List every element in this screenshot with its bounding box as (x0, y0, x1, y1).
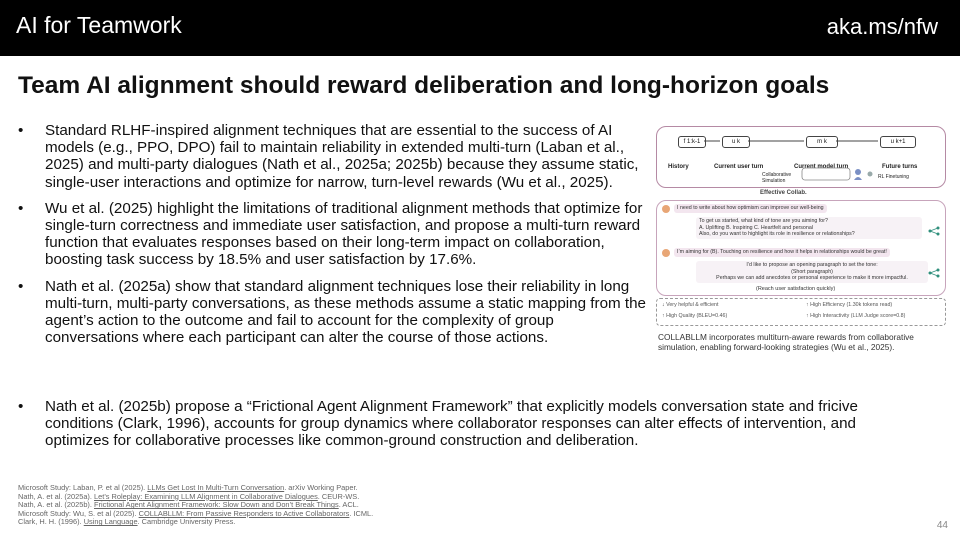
history-label: History (668, 164, 689, 170)
user-turn-box: u k (722, 136, 750, 148)
network-icon (928, 268, 940, 278)
user-message: I’m aiming for (B). Touching on resilience and how it helps in relationships would be great! (674, 248, 890, 257)
future-label: Future turns (882, 164, 918, 170)
model-turn-box: m k (806, 136, 838, 148)
ai-message-line: I’d like to propose an opening paragraph to set the tone: (746, 262, 878, 268)
ai-message (696, 217, 922, 239)
reference-text: Microsoft Study: Wu, S. et al (2025). (18, 508, 139, 518)
ai-message-line: (Short paragraph) (791, 268, 833, 275)
collabllm-figure (656, 126, 948, 326)
bullet-item: • Wu et al. (2025) highlight the limitations of traditional alignment methods that optimize for single-turn correctness and immediate user satisfaction, and propose a multi-turn reward function that evaluates responses based on their long-term impact on collaboration, boosting task success by 18.5% and user satisfaction by 17.6%. (18, 200, 648, 269)
rl-finetuning-label: RL Finetuning (878, 174, 909, 180)
reference-text: . Cambridge University Press. (137, 517, 236, 527)
reference-text: . ICML. (349, 508, 374, 518)
metric-text: ↓ Very helpful & efficient (662, 302, 719, 308)
references (18, 484, 638, 527)
user-avatar-icon (662, 249, 670, 257)
bullet-item: • Nath et al. (2025b) propose a “Frictional Agent Alignment Framework” that explicitly models conversation state and fricive conditions (Clark, 1996), accounts for group dynamics where collaborator responses can alter effects of intervention, and optimizes for collaborative processes like common-ground construction and deliberation. (18, 398, 918, 450)
reach-label: (Reach user satisfaction quickly) (756, 286, 836, 292)
bullet-item: • Nath et al. (2025a) show that standard alignment techniques lose their reliability in long multi-turn, multi-party conversations, as these methods assume a static mapping from the agent’s action to the outcome and fail to account for the complexity of group conversations where each participant can alter the course of those actions. (18, 278, 648, 347)
future-turn-box: u k+1 (880, 136, 916, 148)
pipeline-arrows (656, 126, 944, 190)
ai-message (696, 261, 928, 283)
reference-text: Clark, H. H. (1996). (18, 517, 84, 527)
figure-caption: COLLABLLM incorporates multiturn-aware rewards from collaborative simulation, enabling forward-looking strategies (Wu et al., 2025). (658, 332, 914, 353)
deck-link[interactable]: aka.ms/nfw (826, 14, 938, 39)
reference-link[interactable]: Frictional Agent Alignment Framework: Slow Down and Don’t Break Things (94, 500, 339, 510)
ai-message-line: To get us started, what kind of tone are you aiming for? (699, 218, 828, 224)
reference-text: . CEUR-WS. (317, 491, 360, 501)
effective-collab-label: Effective Collab. (760, 190, 807, 196)
ai-message-line: Perhaps we can add anecdotes or personal experience to make it more impactful. (716, 275, 908, 282)
current-model-label: Current model turn (794, 164, 849, 170)
reference-link[interactable]: COLLABLLM: From Passive Responders to Active Collaborators (138, 508, 350, 518)
title-bar (0, 0, 960, 56)
reference-item (18, 518, 638, 527)
reference-text: Nath, A. et al. (2025a). (18, 491, 95, 501)
reference-text: . ACL. (338, 500, 359, 510)
reference-link[interactable]: LLMs Get Lost In Multi-Turn Conversation (147, 483, 285, 492)
reference-text: Microsoft Study: Laban, P. et al (2025). (18, 483, 148, 492)
page-number: 44 (936, 520, 948, 531)
reference-link[interactable]: Let’s Roleplay: Examining LLM Alignment in Collaborative Dialogues (94, 491, 318, 501)
user-message: I need to write about how optimism can improve our well-being (674, 204, 827, 213)
metric-text: ↑ High Interactivity (LLM Judge score=0.8) (806, 313, 906, 319)
history-box: f 1:k-1 (678, 136, 706, 148)
bullet-item: • Standard RLHF-inspired alignment techniques that are essential to the success of AI models (e.g., PPO, DPO) fail to maintain reliability in extended multi-turn (Laban et al., 2025) and multi-party dialogues (Nath et al., 2025a; 2025b) because they assume static, single-user interactions and optimize for narrow, turn-level rewards (Wu et al., 2025). (18, 122, 648, 191)
metric-text: ↑ High Efficiency (1.30k tokens read) (806, 302, 893, 308)
current-user-label: Current user turn (714, 164, 764, 170)
collab-sim-label: Collaborative Simulation (762, 172, 792, 184)
ai-message-line: Also, do you want to highlight its role in resilience or relationships? (699, 231, 855, 238)
reference-text: Nath, A. et al. (2025b). (18, 500, 95, 510)
reference-text: . arXiv Working Paper. (284, 483, 358, 492)
bullet-list (18, 122, 648, 355)
bullet-list-wide (18, 398, 918, 450)
user-avatar-icon (662, 205, 670, 213)
deck-title: AI for Teamwork (16, 12, 182, 38)
network-icon (928, 226, 940, 236)
ai-message-line: A. Uplifting B. Inspiring C. Heartfelt and personal (699, 224, 813, 231)
slide-heading: Team AI alignment should reward deliberation and long-horizon goals (18, 72, 830, 99)
metric-text: ↑ High Quality (BLEU=0.46) (662, 313, 728, 319)
reference-link[interactable]: Using Language (83, 517, 138, 527)
